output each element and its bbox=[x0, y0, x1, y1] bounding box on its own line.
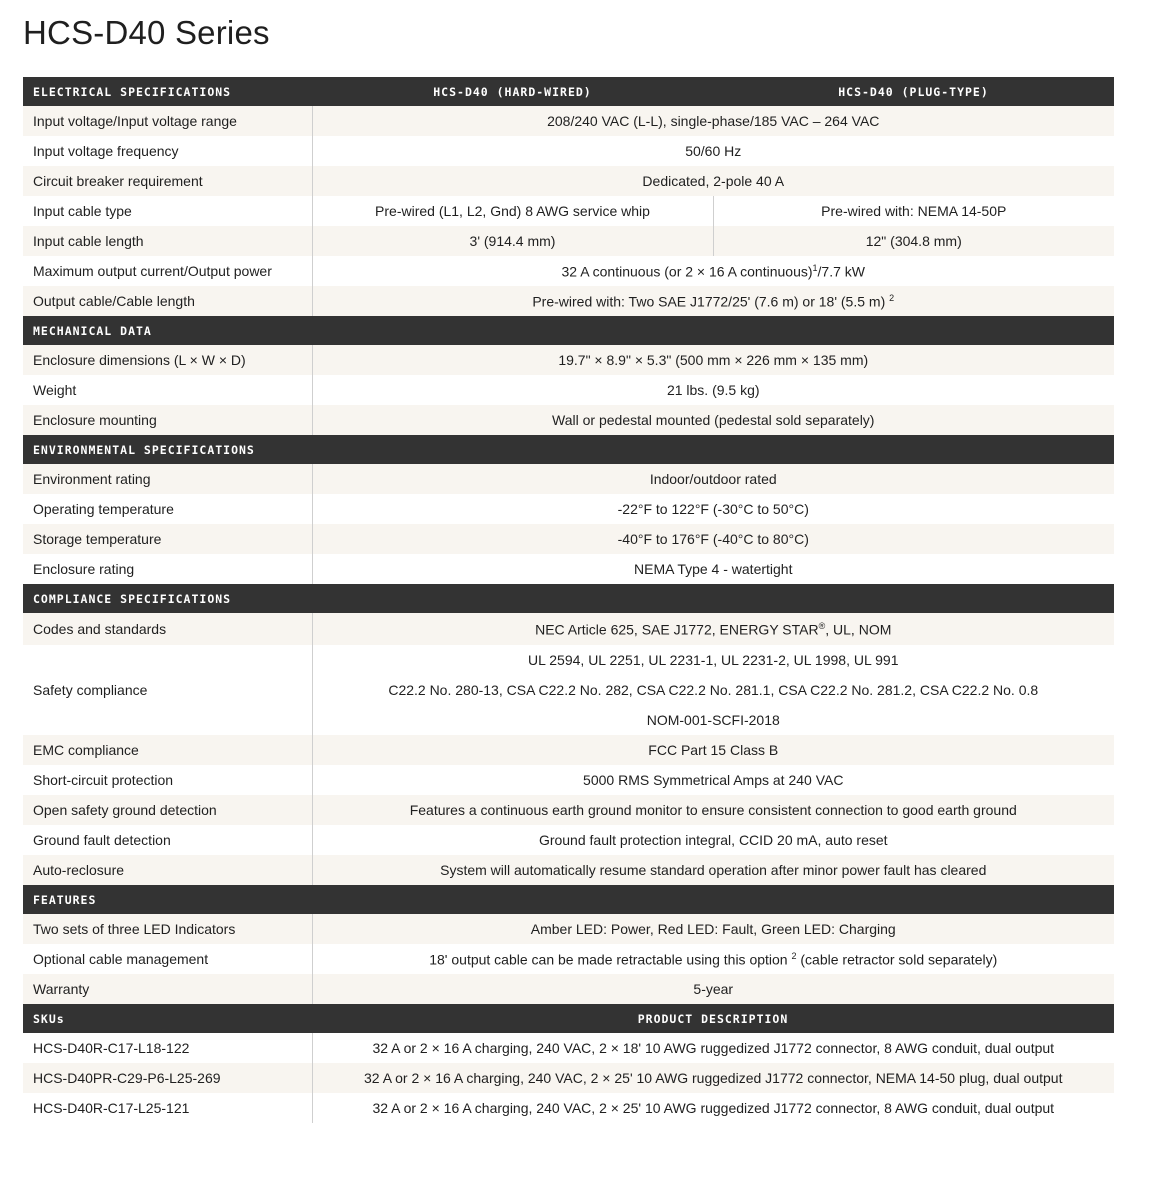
section-title: FEATURES bbox=[23, 885, 1114, 914]
table-row bbox=[23, 166, 1114, 196]
safety-line: C22.2 No. 280-13, CSA C22.2 No. 282, CSA C22.2 No. 281.1, CSA C22.2 No. 281.2, CSA C22.2 No. 0.8 bbox=[388, 682, 1039, 698]
row-label: Input cable type bbox=[23, 196, 312, 226]
row-label: Enclosure rating bbox=[23, 554, 312, 584]
row-label: Input cable length bbox=[23, 226, 312, 256]
value-text: NEC Article 625, SAE J1772, ENERGY STAR bbox=[535, 621, 819, 638]
row-label: Short-circuit protection bbox=[23, 765, 312, 795]
table-row bbox=[23, 405, 1114, 435]
row-label: Environment rating bbox=[23, 464, 312, 494]
row-value bbox=[312, 256, 1114, 286]
row-label: Open safety ground detection bbox=[23, 795, 312, 825]
table-row bbox=[23, 554, 1114, 584]
table-row bbox=[23, 1093, 1114, 1123]
row-value: 50/60 Hz bbox=[685, 143, 742, 159]
page-title: HCS-D40 Series bbox=[23, 14, 270, 51]
row-label: Two sets of three LED Indicators bbox=[23, 914, 312, 944]
row-value: Ground fault protection integral, CCID 20 mA, auto reset bbox=[538, 832, 888, 848]
row-value-hardwired: 3' (914.4 mm) bbox=[312, 226, 713, 256]
row-label: Codes and standards bbox=[23, 613, 312, 645]
sku-label: HCS-D40R-C17-L25-121 bbox=[23, 1093, 312, 1123]
row-value: Indoor/outdoor rated bbox=[312, 464, 1114, 494]
section-header-skus bbox=[23, 1004, 1114, 1033]
table-row bbox=[23, 524, 1114, 554]
value-text: 32 A continuous (or 2 × 16 A continuous) bbox=[561, 263, 813, 280]
table-row bbox=[23, 645, 1114, 735]
row-value: -40°F to 176°F (-40°C to 80°C) bbox=[312, 524, 1114, 554]
table-row bbox=[23, 345, 1114, 375]
table-row bbox=[23, 914, 1114, 944]
table-row bbox=[23, 855, 1114, 885]
footnote-marker: 2 bbox=[889, 292, 895, 303]
row-value: NEMA Type 4 - watertight bbox=[634, 561, 793, 577]
table-row bbox=[23, 944, 1114, 974]
footnote-marker: 2 bbox=[791, 950, 797, 961]
value-suffix: /7.7 kW bbox=[817, 263, 865, 280]
row-label: Ground fault detection bbox=[23, 825, 312, 855]
table-row bbox=[23, 226, 1114, 256]
sku-label: HCS-D40R-C17-L18-122 bbox=[23, 1033, 312, 1063]
row-label: Weight bbox=[23, 375, 312, 405]
sku-description: 32 A or 2 × 16 A charging, 240 VAC, 2 × 25' 10 AWG ruggedized J1772 connector, 8 AWG conduit, dual output bbox=[372, 1100, 1055, 1116]
row-value: 208/240 VAC (L-L), single-phase/185 VAC – 264 VAC bbox=[312, 106, 1114, 136]
row-value: 21 lbs. (9.5 kg) bbox=[666, 382, 760, 398]
table-row bbox=[23, 464, 1114, 494]
table-row bbox=[23, 286, 1114, 316]
row-value: 5-year bbox=[312, 974, 1114, 1004]
row-value: FCC Part 15 Class B bbox=[312, 735, 1114, 765]
column-header-plug-type: HCS-D40 (PLUG-TYPE) bbox=[713, 77, 1114, 106]
table-row bbox=[23, 494, 1114, 524]
spec-table bbox=[23, 77, 1114, 1123]
row-label: Operating temperature bbox=[23, 494, 312, 524]
table-row bbox=[23, 735, 1114, 765]
column-header-hardwired: HCS-D40 (HARD-WIRED) bbox=[312, 77, 713, 106]
table-row bbox=[23, 1033, 1114, 1063]
row-value-hardwired: Pre-wired (L1, L2, Gnd) 8 AWG service whip bbox=[312, 196, 713, 226]
row-value: Wall or pedestal mounted (pedestal sold separately) bbox=[312, 405, 1114, 435]
row-label: Maximum output current/Output power bbox=[23, 256, 312, 286]
section-title: SKUs bbox=[23, 1004, 312, 1033]
section-header-features bbox=[23, 885, 1114, 914]
section-title: COMPLIANCE SPECIFICATIONS bbox=[23, 584, 1114, 613]
section-title: ENVIRONMENTAL SPECIFICATIONS bbox=[23, 435, 1114, 464]
row-value: 5000 RMS Symmetrical Amps at 240 VAC bbox=[583, 772, 844, 788]
section-header-electrical bbox=[23, 77, 1114, 106]
row-value bbox=[312, 944, 1114, 974]
section-title: MECHANICAL DATA bbox=[23, 316, 1114, 345]
sku-description: 32 A or 2 × 16 A charging, 240 VAC, 2 × 25' 10 AWG ruggedized J1772 connector, NEMA 14-50 plug, dual output bbox=[312, 1063, 1114, 1093]
row-value bbox=[312, 286, 1114, 316]
section-header-compliance bbox=[23, 584, 1114, 613]
value-suffix: (cable retractor sold separately) bbox=[796, 951, 998, 968]
footnote-marker: 1 bbox=[812, 262, 818, 273]
row-value: -22°F to 122°F (-30°C to 50°C) bbox=[617, 501, 809, 517]
row-label: Storage temperature bbox=[23, 524, 312, 554]
section-header-mechanical bbox=[23, 316, 1114, 345]
value-text: Pre-wired with: Two SAE J1772/25' (7.6 m) or 18' (5.5 m) bbox=[532, 293, 886, 310]
row-value: Amber LED: Power, Red LED: Fault, Green LED: Charging bbox=[312, 914, 1114, 944]
section-title: ELECTRICAL SPECIFICATIONS bbox=[23, 77, 312, 106]
table-row bbox=[23, 196, 1114, 226]
row-label: Circuit breaker requirement bbox=[23, 166, 312, 196]
row-value-plug-type: 12" (304.8 mm) bbox=[713, 226, 1114, 256]
row-value: Features a continuous earth ground monitor to ensure consistent connection to good earth ground bbox=[312, 795, 1114, 825]
value-text: 18' output cable can be made retractable using this option bbox=[429, 951, 788, 968]
registered-mark: ® bbox=[818, 620, 826, 631]
table-row bbox=[23, 375, 1114, 405]
row-label: Input voltage frequency bbox=[23, 136, 312, 166]
safety-line: NOM-001-SCFI-2018 bbox=[646, 712, 780, 728]
row-label: Output cable/Cable length bbox=[23, 286, 312, 316]
row-label: Enclosure dimensions (L × W × D) bbox=[23, 345, 312, 375]
row-label: Optional cable management bbox=[23, 944, 312, 974]
row-value-plug-type: Pre-wired with: NEMA 14-50P bbox=[821, 203, 1007, 219]
table-row bbox=[23, 765, 1114, 795]
table-row bbox=[23, 795, 1114, 825]
sku-label: HCS-D40PR-C29-P6-L25-269 bbox=[23, 1063, 312, 1093]
table-row bbox=[23, 1063, 1114, 1093]
table-row bbox=[23, 256, 1114, 286]
row-value bbox=[312, 645, 1114, 735]
row-label: Enclosure mounting bbox=[23, 405, 312, 435]
table-row bbox=[23, 613, 1114, 645]
table-row bbox=[23, 106, 1114, 136]
safety-line: UL 2594, UL 2251, UL 2231-1, UL 2231-2, UL 1998, UL 991 bbox=[528, 652, 899, 668]
row-label: Input voltage/Input voltage range bbox=[23, 106, 312, 136]
table-row bbox=[23, 974, 1114, 1004]
value-suffix: , UL, NOM bbox=[825, 621, 892, 638]
sku-description: 32 A or 2 × 16 A charging, 240 VAC, 2 × 18' 10 AWG ruggedized J1772 connector, 8 AWG conduit, dual output bbox=[372, 1040, 1055, 1056]
row-label: Safety compliance bbox=[23, 645, 312, 735]
row-value: Dedicated, 2-pole 40 A bbox=[312, 166, 1114, 196]
table-row bbox=[23, 136, 1114, 166]
section-header-environmental bbox=[23, 435, 1114, 464]
row-label: Auto-reclosure bbox=[23, 855, 312, 885]
row-value: 19.7" × 8.9" × 5.3" (500 mm × 226 mm × 135 mm) bbox=[312, 345, 1114, 375]
row-value bbox=[312, 613, 1114, 645]
column-header-product-description: PRODUCT DESCRIPTION bbox=[312, 1004, 1114, 1033]
row-value: System will automatically resume standard operation after minor power fault has cleared bbox=[312, 855, 1114, 885]
row-label: Warranty bbox=[23, 974, 312, 1004]
table-row bbox=[23, 825, 1114, 855]
row-label: EMC compliance bbox=[23, 735, 312, 765]
